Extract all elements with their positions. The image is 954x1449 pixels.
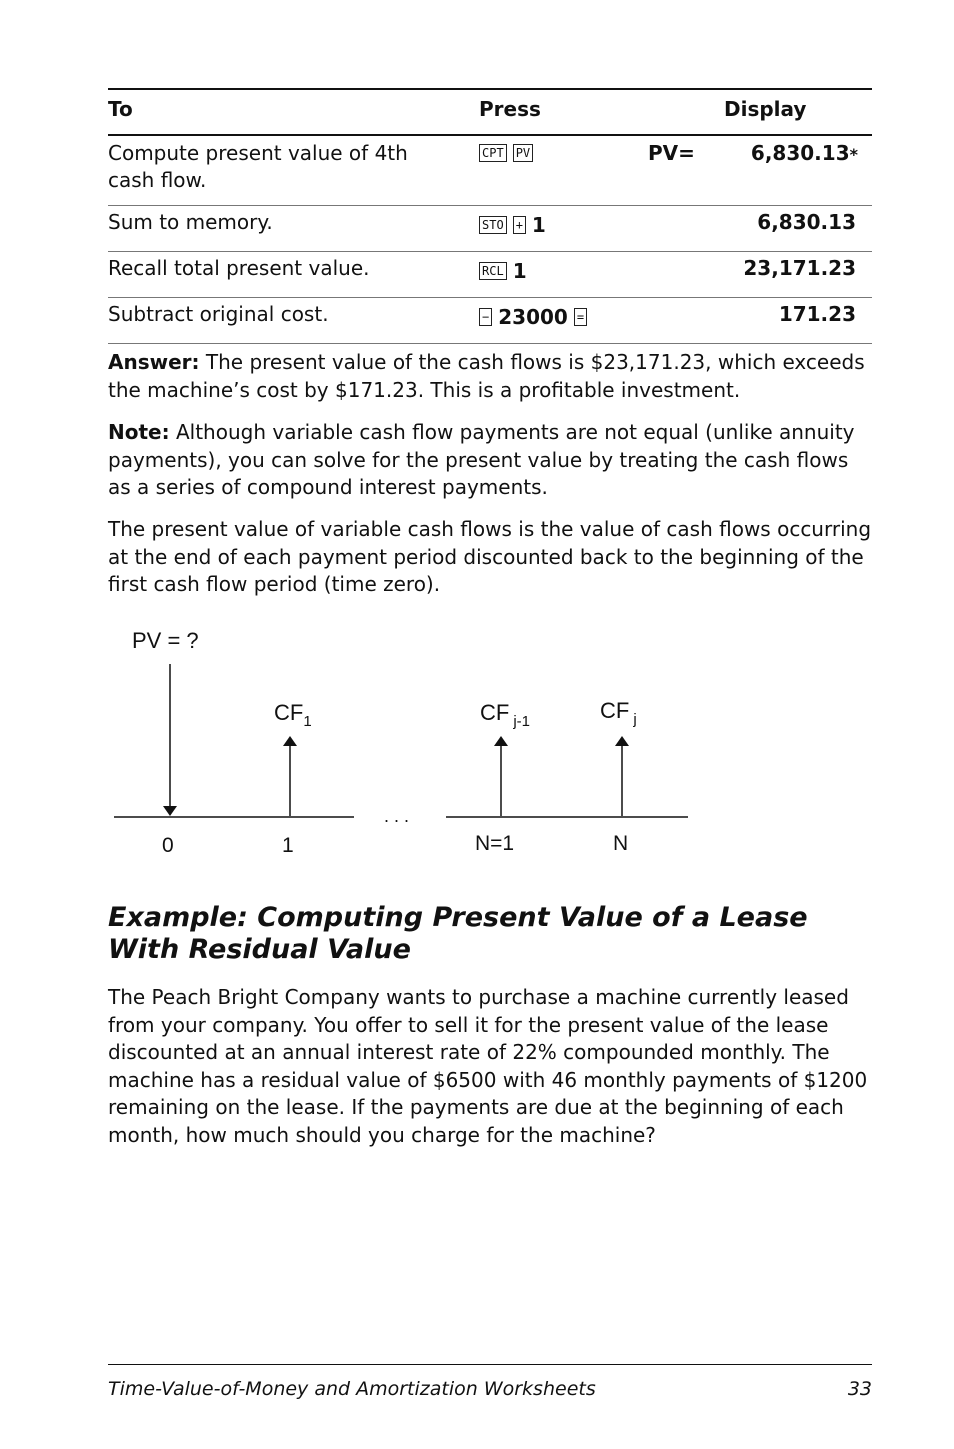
cf1-label [274, 700, 312, 730]
cf1-arrow-head [283, 736, 297, 746]
tick-label-1: 1 [282, 834, 294, 857]
row-action: Subtract original cost. [108, 302, 329, 326]
row-display-label: PV= [648, 141, 695, 165]
answer-text: The present value of the cash flows is $23,171.23, which exceeds the machine’s cost by $171.23. This is a profitable investment. [108, 350, 865, 402]
table-row [108, 206, 872, 252]
answer-label: Answer: [108, 350, 200, 374]
keystroke-table [108, 88, 872, 344]
answer-paragraph [108, 349, 872, 404]
pv-label: PV = ? [132, 628, 199, 653]
page-number: 33 [847, 1378, 872, 1400]
pv-arrow-head [163, 806, 177, 816]
row-display: 6,830.13 [757, 210, 856, 234]
cpt-key: CPT [479, 144, 507, 162]
tick-label-n: N [613, 832, 629, 855]
pv-key: PV [513, 144, 533, 162]
row-keys [479, 259, 527, 283]
row-display [751, 141, 858, 165]
sto-key: STO [479, 216, 507, 234]
row-display: 171.23 [778, 302, 856, 326]
cf1-text: CF [274, 700, 304, 725]
note-label: Note: [108, 420, 170, 444]
row-action: Sum to memory. [108, 210, 273, 234]
memory-number: 1 [531, 213, 546, 237]
entered-value: 23000 [498, 305, 568, 329]
minus-key: − [479, 308, 492, 326]
display-value: 6,830.13 [750, 141, 850, 165]
row-action: Compute present value of 4th cash flow. [108, 141, 408, 192]
note-paragraph [108, 419, 872, 502]
cfj-label [600, 698, 637, 728]
equals-key: = [574, 308, 587, 326]
row-action: Recall total present value. [108, 256, 370, 280]
rcl-key: RCL [479, 262, 507, 280]
cfj-subscript: j [633, 711, 637, 728]
cash-flow-timeline-diagram [108, 620, 708, 865]
page [108, 0, 872, 1449]
header-display: Display [724, 97, 807, 121]
footer-rule [108, 1364, 872, 1365]
note-text: Although variable cash flow payments are not equal (unlike annuity payments), you can solve for the present value by treating the cash flows as a series of compound interest payments. [108, 420, 855, 499]
footer-chapter-title: Time-Value-of-Money and Amortization Worksheets [108, 1378, 596, 1400]
body-paragraph: The present value of variable cash flows is the value of cash flows occurring at the end of each payment period discounted back to the beginning of the first cash flow period (time zero). [108, 517, 872, 596]
row-keys [479, 213, 546, 237]
cfj1-subscript: j-1 [513, 713, 530, 730]
row-keys [479, 305, 587, 329]
cf1-subscript: 1 [303, 713, 312, 730]
cfj1-arrow-head [494, 736, 508, 746]
table-row [108, 298, 872, 344]
timeline-ellipsis: . . . [384, 806, 410, 826]
header-press: Press [479, 97, 541, 121]
table-row [108, 136, 872, 206]
cfj1-label [480, 700, 530, 730]
cfj1-text: CF [480, 700, 510, 725]
table-header [108, 90, 872, 136]
example-body: The Peach Bright Company wants to purchase a machine currently leased from your company. You offer to sell it for the present value of the lease discounted at an annual interest rate of 22% compounded monthly. The machine has a residual value of $6500 with 46 monthly payments of $1200 remaining on the lease. If the payments are due at the beginning of each month, how much should you charge for the machine? [108, 985, 868, 1147]
row-display: 23,171.23 [743, 256, 856, 280]
table-row [108, 252, 872, 298]
row-keys [479, 144, 533, 162]
computed-indicator: * [849, 145, 858, 164]
tick-label-0: 0 [162, 834, 174, 857]
tick-label-n-minus-1: N=1 [475, 832, 515, 855]
cfj-text: CF [600, 698, 630, 723]
memory-number: 1 [512, 259, 527, 283]
plus-key: + [513, 216, 526, 234]
cfj-arrow-head [615, 736, 629, 746]
header-to: To [108, 97, 133, 121]
example-heading: Example: Computing Present Value of a Lease With Residual Value [108, 902, 808, 965]
